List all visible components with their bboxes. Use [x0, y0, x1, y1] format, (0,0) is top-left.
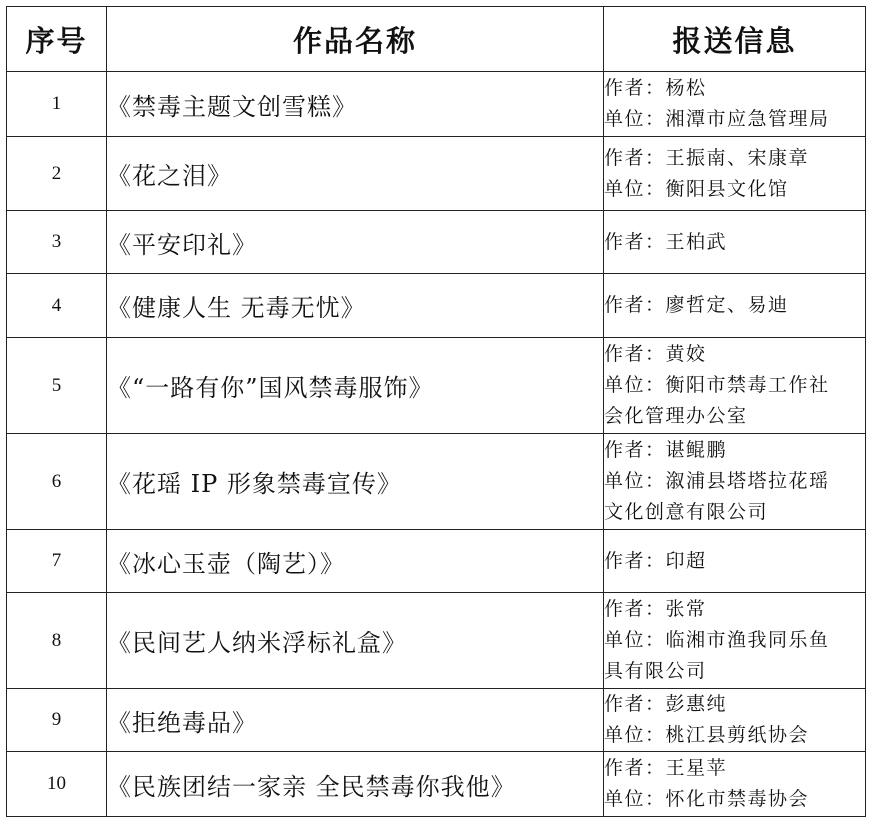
header-title: 作品名称 [107, 7, 604, 72]
row-title: 《“一路有你”国风禁毒服饰》 [107, 338, 604, 434]
info-line: 作者：杨松 [604, 77, 707, 99]
info-line: 单位：湘潭市应急管理局 [604, 108, 830, 130]
row-index: 8 [7, 593, 107, 689]
info-line: 作者：王振南、宋康章 [604, 146, 810, 169]
row-index: 7 [7, 530, 107, 593]
info-line: 单位：临湘市渔我同乐鱼 [604, 629, 830, 651]
info-line: 作者：张常 [604, 598, 707, 620]
row-title: 《拒绝毒品》 [107, 689, 604, 752]
info-line: 作者：彭惠纯 [604, 693, 728, 715]
info-line: 具有限公司 [604, 660, 707, 682]
info-line: 文化创意有限公司 [604, 501, 769, 523]
header-index: 序号 [7, 7, 107, 72]
row-info [604, 338, 866, 434]
info-line: 作者：王星苹 [604, 757, 728, 779]
row-index: 9 [7, 689, 107, 752]
table-row [7, 211, 866, 274]
row-info [604, 72, 866, 137]
info-line: 作者：黄姣 [604, 343, 707, 365]
table-row [7, 593, 866, 689]
table-body [7, 72, 866, 817]
table-row [7, 752, 866, 817]
info-line: 作者：廖哲定、易迪 [604, 294, 789, 316]
header-row [7, 7, 866, 72]
row-title: 《平安印礼》 [107, 211, 604, 274]
row-index: 2 [7, 137, 107, 211]
info-line: 作者：王柏武 [604, 230, 728, 253]
row-info [604, 274, 866, 338]
row-title: 《花之泪》 [107, 137, 604, 211]
row-title: 《民族团结一家亲 全民禁毒你我他》 [107, 752, 604, 817]
row-index: 5 [7, 338, 107, 434]
info-line: 会化管理办公室 [604, 405, 748, 427]
table-row [7, 274, 866, 338]
table-row [7, 434, 866, 530]
row-title: 《健康人生 无毒无忧》 [107, 274, 604, 338]
row-info [604, 137, 866, 211]
works-table [6, 6, 866, 817]
table-row [7, 689, 866, 752]
info-line: 单位：衡阳市禁毒工作社 [604, 374, 830, 396]
row-info [604, 593, 866, 689]
info-line: 单位：桃江县剪纸协会 [604, 724, 810, 746]
row-index: 3 [7, 211, 107, 274]
info-line: 单位：怀化市禁毒协会 [604, 788, 810, 810]
row-info [604, 211, 866, 274]
row-info [604, 434, 866, 530]
row-title: 《花瑶 IP 形象禁毒宣传》 [107, 434, 604, 530]
table-row [7, 530, 866, 593]
row-info [604, 530, 866, 593]
row-title: 《冰心玉壶（陶艺）》 [107, 530, 604, 593]
row-index: 10 [7, 752, 107, 817]
row-index: 6 [7, 434, 107, 530]
info-line: 单位：衡阳县文化馆 [604, 177, 789, 200]
header-info: 报送信息 [604, 7, 866, 72]
row-info [604, 752, 866, 817]
info-line: 作者：印超 [604, 549, 707, 572]
table-row [7, 137, 866, 211]
table-row [7, 72, 866, 137]
table-row [7, 338, 866, 434]
row-title: 《禁毒主题文创雪糕》 [107, 72, 604, 137]
row-index: 1 [7, 72, 107, 137]
info-line: 作者：谌鲲鹏 [604, 439, 728, 461]
row-index: 4 [7, 274, 107, 338]
row-title: 《民间艺人纳米浮标礼盒》 [107, 593, 604, 689]
info-line: 单位：溆浦县塔塔拉花瑶 [604, 470, 830, 492]
row-info [604, 689, 866, 752]
